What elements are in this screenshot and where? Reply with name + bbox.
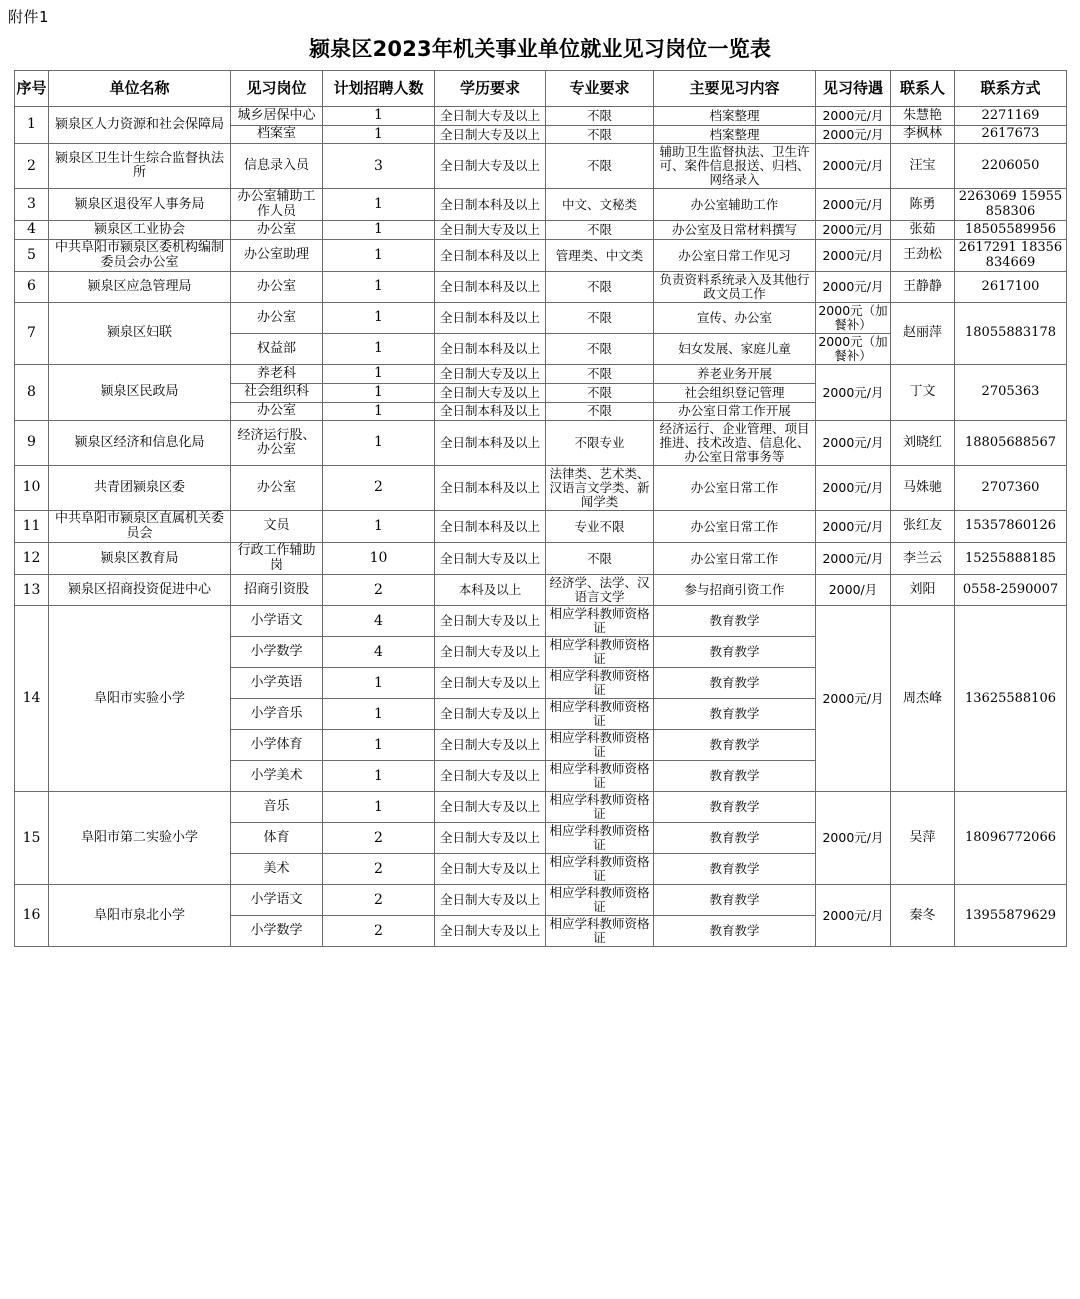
cell-pay: 2000元/月 — [816, 606, 891, 792]
cell-post: 招商引资股 — [231, 575, 323, 606]
cell-major: 相应学科教师资格证 — [546, 885, 654, 916]
cell-contact-person: 陈勇 — [891, 189, 955, 221]
cell-content: 教育教学 — [654, 699, 816, 730]
cell-education: 全日制大专及以上 — [435, 606, 546, 637]
cell-major: 相应学科教师资格证 — [546, 854, 654, 885]
cell-count: 1 — [323, 402, 435, 421]
cell-education: 全日制本科及以上 — [435, 240, 546, 272]
cell-major: 不限 — [546, 144, 654, 189]
cell-seq: 14 — [15, 606, 49, 792]
cell-post: 小学音乐 — [231, 699, 323, 730]
cell-post: 小学数学 — [231, 916, 323, 947]
column-header-unit: 单位名称 — [49, 71, 231, 107]
cell-major: 管理类、中文类 — [546, 240, 654, 272]
cell-major: 相应学科教师资格证 — [546, 823, 654, 854]
cell-contact-person: 张茹 — [891, 221, 955, 240]
cell-count: 1 — [323, 221, 435, 240]
cell-contact-phone: 13625588106 — [955, 606, 1067, 792]
cell-unit-name: 阜阳市第二实验小学 — [49, 792, 231, 885]
cell-content: 社会组织登记管理 — [654, 383, 816, 402]
column-header-education: 学历要求 — [435, 71, 546, 107]
cell-pay: 2000元/月 — [816, 107, 891, 126]
cell-contact-phone: 15357860126 — [955, 511, 1067, 543]
table-row — [15, 144, 1067, 189]
cell-post: 文员 — [231, 511, 323, 543]
cell-contact-person: 朱慧艳 — [891, 107, 955, 126]
cell-count: 1 — [323, 792, 435, 823]
cell-pay: 2000元/月 — [816, 885, 891, 947]
cell-contact-person: 吴萍 — [891, 792, 955, 885]
cell-seq: 1 — [15, 107, 49, 144]
cell-count: 1 — [323, 334, 435, 365]
cell-education: 全日制本科及以上 — [435, 511, 546, 543]
cell-education: 全日制大专及以上 — [435, 637, 546, 668]
page-title: 颍泉区2023年机关事业单位就业见习岗位一览表 — [308, 37, 772, 61]
cell-education: 全日制本科及以上 — [435, 402, 546, 421]
cell-unit-name: 共青团颍泉区委 — [49, 466, 231, 511]
cell-unit-name: 颍泉区工业协会 — [49, 221, 231, 240]
cell-contact-person: 丁文 — [891, 365, 955, 421]
cell-unit-name: 颍泉区教育局 — [49, 543, 231, 575]
cell-education: 全日制大专及以上 — [435, 730, 546, 761]
cell-content: 教育教学 — [654, 823, 816, 854]
cell-major: 不限 — [546, 334, 654, 365]
cell-seq: 13 — [15, 575, 49, 606]
cell-count: 1 — [323, 421, 435, 466]
cell-contact-person: 王静静 — [891, 272, 955, 303]
cell-unit-name: 颍泉区招商投资促进中心 — [49, 575, 231, 606]
cell-count: 4 — [323, 606, 435, 637]
cell-contact-phone: 15255888185 — [955, 543, 1067, 575]
cell-contact-phone: 18096772066 — [955, 792, 1067, 885]
cell-content: 办公室日常工作 — [654, 466, 816, 511]
cell-education: 全日制大专及以上 — [435, 543, 546, 575]
table-row — [15, 189, 1067, 221]
cell-post: 小学数学 — [231, 637, 323, 668]
cell-pay: 2000元（加餐补） — [816, 334, 891, 365]
cell-content: 经济运行、企业管理、项目推进、技术改造、信息化、办公室日常事务等 — [654, 421, 816, 466]
cell-seq: 3 — [15, 189, 49, 221]
cell-count: 1 — [323, 240, 435, 272]
cell-contact-person: 赵丽萍 — [891, 303, 955, 365]
cell-education: 全日制大专及以上 — [435, 365, 546, 384]
cell-major: 法律类、艺术类、汉语言文学类、新闻学类 — [546, 466, 654, 511]
cell-education: 全日制大专及以上 — [435, 107, 546, 126]
cell-seq: 12 — [15, 543, 49, 575]
cell-post: 小学语文 — [231, 606, 323, 637]
cell-count: 1 — [323, 511, 435, 543]
column-header-pay: 见习待遇 — [816, 71, 891, 107]
cell-contact-phone: 2705363 — [955, 365, 1067, 421]
cell-content: 教育教学 — [654, 637, 816, 668]
table-row — [15, 107, 1067, 126]
cell-contact-person: 刘阳 — [891, 575, 955, 606]
cell-count: 1 — [323, 189, 435, 221]
cell-education: 全日制大专及以上 — [435, 761, 546, 792]
cell-unit-name: 颍泉区应急管理局 — [49, 272, 231, 303]
table-row — [15, 575, 1067, 606]
cell-education: 全日制本科及以上 — [435, 421, 546, 466]
table-row — [15, 240, 1067, 272]
cell-contact-phone: 13955879629 — [955, 885, 1067, 947]
cell-major: 不限 — [546, 107, 654, 126]
cell-count: 10 — [323, 543, 435, 575]
table-row — [15, 365, 1067, 384]
cell-post: 美术 — [231, 854, 323, 885]
cell-unit-name: 颍泉区妇联 — [49, 303, 231, 365]
cell-count: 1 — [323, 125, 435, 144]
cell-contact-person: 秦冬 — [891, 885, 955, 947]
cell-major: 相应学科教师资格证 — [546, 606, 654, 637]
job-listing-table — [14, 70, 1067, 947]
cell-contact-phone: 2271169 — [955, 107, 1067, 126]
cell-contact-phone: 2617291 18356834669 — [955, 240, 1067, 272]
cell-unit-name: 阜阳市实验小学 — [49, 606, 231, 792]
cell-count: 1 — [323, 365, 435, 384]
cell-education: 全日制本科及以上 — [435, 303, 546, 334]
cell-pay: 2000元/月 — [816, 221, 891, 240]
cell-education: 全日制大专及以上 — [435, 916, 546, 947]
cell-education: 全日制大专及以上 — [435, 383, 546, 402]
cell-seq: 2 — [15, 144, 49, 189]
column-header-post: 见习岗位 — [231, 71, 323, 107]
cell-count: 2 — [323, 823, 435, 854]
cell-education: 全日制大专及以上 — [435, 125, 546, 144]
cell-pay: 2000元/月 — [816, 421, 891, 466]
column-header-contact-phone: 联系方式 — [955, 71, 1067, 107]
cell-seq: 4 — [15, 221, 49, 240]
table-row — [15, 466, 1067, 511]
cell-education: 全日制本科及以上 — [435, 466, 546, 511]
cell-post: 小学语文 — [231, 885, 323, 916]
cell-major: 相应学科教师资格证 — [546, 637, 654, 668]
cell-unit-name: 阜阳市泉北小学 — [49, 885, 231, 947]
cell-unit-name: 颍泉区退役军人事务局 — [49, 189, 231, 221]
cell-content: 办公室及日常材料撰写 — [654, 221, 816, 240]
cell-count: 2 — [323, 854, 435, 885]
cell-post: 办公室 — [231, 402, 323, 421]
cell-content: 教育教学 — [654, 668, 816, 699]
cell-content: 教育教学 — [654, 792, 816, 823]
cell-post: 行政工作辅助岗 — [231, 543, 323, 575]
cell-count: 1 — [323, 668, 435, 699]
cell-education: 全日制大专及以上 — [435, 144, 546, 189]
cell-education: 全日制本科及以上 — [435, 272, 546, 303]
cell-content: 教育教学 — [654, 916, 816, 947]
cell-pay: 2000元/月 — [816, 511, 891, 543]
cell-post: 社会组织科 — [231, 383, 323, 402]
table-row — [15, 303, 1067, 334]
cell-count: 2 — [323, 916, 435, 947]
cell-contact-person: 马姝驰 — [891, 466, 955, 511]
cell-unit-name: 颍泉区民政局 — [49, 365, 231, 421]
cell-post: 办公室 — [231, 221, 323, 240]
cell-major: 相应学科教师资格证 — [546, 792, 654, 823]
cell-major: 不限 — [546, 365, 654, 384]
table-row — [15, 272, 1067, 303]
table-body — [15, 107, 1067, 947]
cell-content: 负责资料系统录入及其他行政文员工作 — [654, 272, 816, 303]
cell-pay: 2000元/月 — [816, 125, 891, 144]
cell-major: 相应学科教师资格证 — [546, 761, 654, 792]
cell-post: 城乡居保中心 — [231, 107, 323, 126]
cell-seq: 5 — [15, 240, 49, 272]
cell-unit-name: 颍泉区经济和信息化局 — [49, 421, 231, 466]
cell-post: 小学体育 — [231, 730, 323, 761]
cell-contact-phone: 2263069 15955858306 — [955, 189, 1067, 221]
cell-major: 相应学科教师资格证 — [546, 699, 654, 730]
cell-count: 1 — [323, 730, 435, 761]
cell-contact-person: 王劲松 — [891, 240, 955, 272]
cell-contact-phone: 2617100 — [955, 272, 1067, 303]
table-row — [15, 511, 1067, 543]
column-header-contact-person: 联系人 — [891, 71, 955, 107]
column-header-count: 计划招聘人数 — [323, 71, 435, 107]
cell-count: 2 — [323, 575, 435, 606]
cell-contact-phone: 18805688567 — [955, 421, 1067, 466]
cell-unit-name: 颍泉区人力资源和社会保障局 — [49, 107, 231, 144]
cell-major: 专业不限 — [546, 511, 654, 543]
cell-contact-phone: 0558-2590007 — [955, 575, 1067, 606]
cell-post: 小学英语 — [231, 668, 323, 699]
table-row — [15, 543, 1067, 575]
cell-major: 不限专业 — [546, 421, 654, 466]
cell-content: 参与招商引资工作 — [654, 575, 816, 606]
cell-contact-phone: 18505589956 — [955, 221, 1067, 240]
cell-content: 养老业务开展 — [654, 365, 816, 384]
table-row — [15, 606, 1067, 637]
cell-pay: 2000元/月 — [816, 144, 891, 189]
cell-pay: 2000元/月 — [816, 792, 891, 885]
cell-education: 全日制大专及以上 — [435, 699, 546, 730]
job-listing-table-container — [14, 70, 1066, 947]
cell-content: 办公室日常工作开展 — [654, 402, 816, 421]
cell-contact-person: 李枫林 — [891, 125, 955, 144]
cell-unit-name: 颍泉区卫生计生综合监督执法所 — [49, 144, 231, 189]
cell-content: 辅助卫生监督执法、卫生许可、案件信息报送、归档、网络录入 — [654, 144, 816, 189]
cell-pay: 2000元/月 — [816, 189, 891, 221]
cell-contact-person: 张红友 — [891, 511, 955, 543]
cell-count: 1 — [323, 107, 435, 126]
cell-major: 相应学科教师资格证 — [546, 668, 654, 699]
table-header-row — [15, 71, 1067, 107]
cell-post: 办公室辅助工作人员 — [231, 189, 323, 221]
cell-content: 教育教学 — [654, 885, 816, 916]
cell-post: 小学美术 — [231, 761, 323, 792]
cell-content: 妇女发展、家庭儿童 — [654, 334, 816, 365]
cell-education: 全日制大专及以上 — [435, 668, 546, 699]
cell-content: 档案整理 — [654, 107, 816, 126]
column-header-seq: 序号 — [15, 71, 49, 107]
cell-content: 教育教学 — [654, 854, 816, 885]
cell-content: 办公室日常工作见习 — [654, 240, 816, 272]
cell-post: 办公室助理 — [231, 240, 323, 272]
cell-count: 2 — [323, 885, 435, 916]
cell-pay: 2000元（加餐补） — [816, 303, 891, 334]
cell-contact-person: 汪宝 — [891, 144, 955, 189]
cell-major: 相应学科教师资格证 — [546, 730, 654, 761]
attachment-label: 附件1 — [8, 8, 50, 26]
cell-major: 不限 — [546, 272, 654, 303]
column-header-major: 专业要求 — [546, 71, 654, 107]
cell-seq: 16 — [15, 885, 49, 947]
cell-contact-phone: 18055883178 — [955, 303, 1067, 365]
cell-major: 不限 — [546, 125, 654, 144]
cell-education: 全日制大专及以上 — [435, 854, 546, 885]
cell-count: 1 — [323, 761, 435, 792]
cell-post: 办公室 — [231, 466, 323, 511]
cell-content: 办公室日常工作 — [654, 543, 816, 575]
cell-content: 办公室日常工作 — [654, 511, 816, 543]
cell-major: 经济学、法学、汉语言文学 — [546, 575, 654, 606]
cell-content: 教育教学 — [654, 730, 816, 761]
cell-count: 1 — [323, 383, 435, 402]
cell-post: 档案室 — [231, 125, 323, 144]
table-row — [15, 885, 1067, 916]
cell-pay: 2000元/月 — [816, 365, 891, 421]
cell-seq: 7 — [15, 303, 49, 365]
cell-contact-person: 刘晓红 — [891, 421, 955, 466]
cell-count: 3 — [323, 144, 435, 189]
cell-content: 教育教学 — [654, 606, 816, 637]
cell-contact-phone: 2617673 — [955, 125, 1067, 144]
table-row — [15, 221, 1067, 240]
cell-unit-name: 中共阜阳市颍泉区委机构编制委员会办公室 — [49, 240, 231, 272]
cell-major: 不限 — [546, 303, 654, 334]
cell-major: 不限 — [546, 383, 654, 402]
cell-post: 经济运行股、办公室 — [231, 421, 323, 466]
cell-count: 1 — [323, 303, 435, 334]
cell-major: 不限 — [546, 221, 654, 240]
cell-pay: 2000元/月 — [816, 466, 891, 511]
cell-count: 1 — [323, 272, 435, 303]
cell-education: 全日制本科及以上 — [435, 334, 546, 365]
cell-contact-phone: 2206050 — [955, 144, 1067, 189]
cell-major: 中文、文秘类 — [546, 189, 654, 221]
cell-pay: 2000/月 — [816, 575, 891, 606]
cell-post: 信息录入员 — [231, 144, 323, 189]
cell-seq: 9 — [15, 421, 49, 466]
cell-major: 不限 — [546, 543, 654, 575]
cell-post: 权益部 — [231, 334, 323, 365]
cell-content: 办公室辅助工作 — [654, 189, 816, 221]
cell-seq: 11 — [15, 511, 49, 543]
cell-education: 全日制大专及以上 — [435, 221, 546, 240]
cell-count: 2 — [323, 466, 435, 511]
table-row — [15, 792, 1067, 823]
cell-count: 1 — [323, 699, 435, 730]
cell-education: 全日制本科及以上 — [435, 189, 546, 221]
cell-contact-person: 李兰云 — [891, 543, 955, 575]
cell-post: 办公室 — [231, 272, 323, 303]
cell-unit-name: 中共阜阳市颍泉区直属机关委员会 — [49, 511, 231, 543]
cell-major: 相应学科教师资格证 — [546, 916, 654, 947]
cell-major: 不限 — [546, 402, 654, 421]
cell-pay: 2000元/月 — [816, 272, 891, 303]
cell-contact-phone: 2707360 — [955, 466, 1067, 511]
cell-seq: 15 — [15, 792, 49, 885]
cell-education: 全日制大专及以上 — [435, 792, 546, 823]
cell-post: 办公室 — [231, 303, 323, 334]
cell-seq: 6 — [15, 272, 49, 303]
cell-pay: 2000元/月 — [816, 543, 891, 575]
cell-pay: 2000元/月 — [816, 240, 891, 272]
cell-education: 全日制大专及以上 — [435, 823, 546, 854]
cell-education: 本科及以上 — [435, 575, 546, 606]
cell-content: 教育教学 — [654, 761, 816, 792]
cell-seq: 8 — [15, 365, 49, 421]
table-row — [15, 421, 1067, 466]
cell-count: 4 — [323, 637, 435, 668]
cell-post: 音乐 — [231, 792, 323, 823]
cell-post: 养老科 — [231, 365, 323, 384]
cell-contact-person: 周杰峰 — [891, 606, 955, 792]
cell-post: 体育 — [231, 823, 323, 854]
cell-education: 全日制大专及以上 — [435, 885, 546, 916]
column-header-content: 主要见习内容 — [654, 71, 816, 107]
cell-seq: 10 — [15, 466, 49, 511]
cell-content: 档案整理 — [654, 125, 816, 144]
cell-content: 宣传、办公室 — [654, 303, 816, 334]
